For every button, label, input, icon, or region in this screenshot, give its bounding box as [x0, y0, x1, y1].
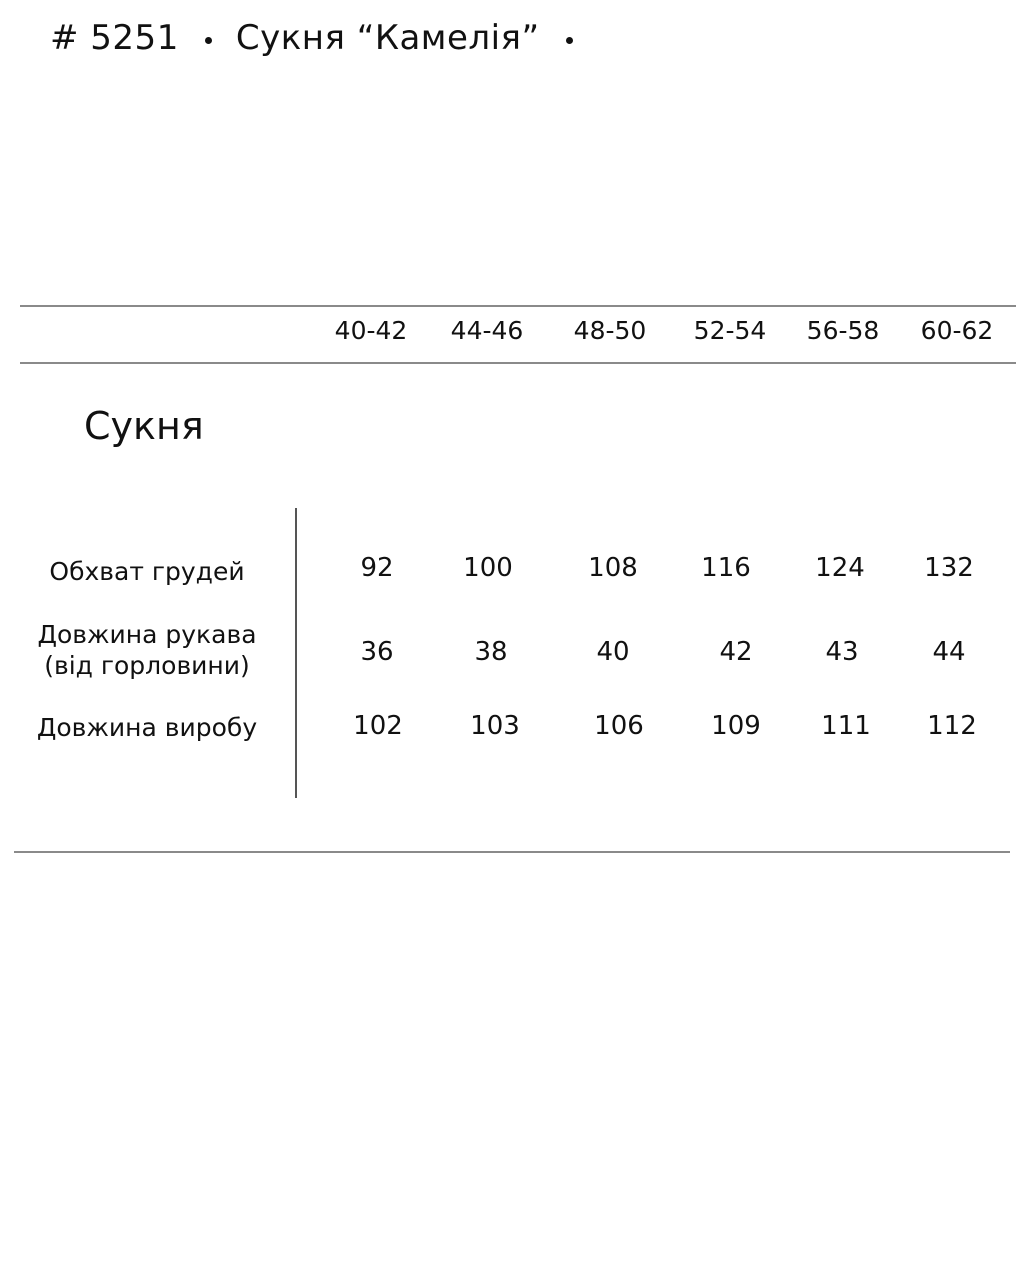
- size-header-cell: 44-46: [450, 316, 524, 345]
- product-title: Сукня “Камелія”: [235, 18, 540, 58]
- bullet-dot-icon: [566, 37, 573, 44]
- table-cell: 38: [474, 637, 508, 667]
- table-cell: 108: [588, 553, 638, 583]
- row-label: Довжина виробу: [36, 713, 258, 742]
- row-label-line-2: (від горловини): [44, 651, 250, 680]
- label-column-divider: [295, 508, 297, 798]
- table-cell: 109: [711, 711, 761, 741]
- size-header-cell: 56-58: [806, 316, 880, 345]
- table-cell: 106: [594, 711, 644, 741]
- table-cell: 103: [470, 711, 520, 741]
- section-title: Сукня: [84, 404, 204, 448]
- table-cell: 116: [701, 553, 751, 583]
- bullet-dot-icon: [205, 37, 212, 44]
- table-cell: 92: [360, 553, 394, 583]
- table-cell: 100: [463, 553, 513, 583]
- table-bottom-divider: [14, 851, 1010, 853]
- table-cell: 36: [360, 637, 394, 667]
- table-cell: 124: [815, 553, 865, 583]
- table-cell: 44: [932, 637, 966, 667]
- page-header: [50, 14, 597, 62]
- table-cell: 102: [353, 711, 403, 741]
- table-top-divider: [20, 305, 1016, 307]
- table-cell: 112: [927, 711, 977, 741]
- table-cell: 111: [821, 711, 871, 741]
- table-cell: 40: [596, 637, 630, 667]
- table-cell: 132: [924, 553, 974, 583]
- size-header-cell: 60-62: [920, 316, 994, 345]
- row-label-line-1: Довжина рукава: [37, 620, 257, 649]
- size-header-cell: 48-50: [573, 316, 647, 345]
- header-bottom-divider: [20, 362, 1016, 364]
- size-header-cell: 52-54: [693, 316, 767, 345]
- product-code: # 5251: [50, 18, 179, 58]
- table-cell: 42: [719, 637, 753, 667]
- row-label: Обхват грудей: [49, 557, 245, 586]
- table-cell: 43: [825, 637, 859, 667]
- size-header-cell: 40-42: [334, 316, 408, 345]
